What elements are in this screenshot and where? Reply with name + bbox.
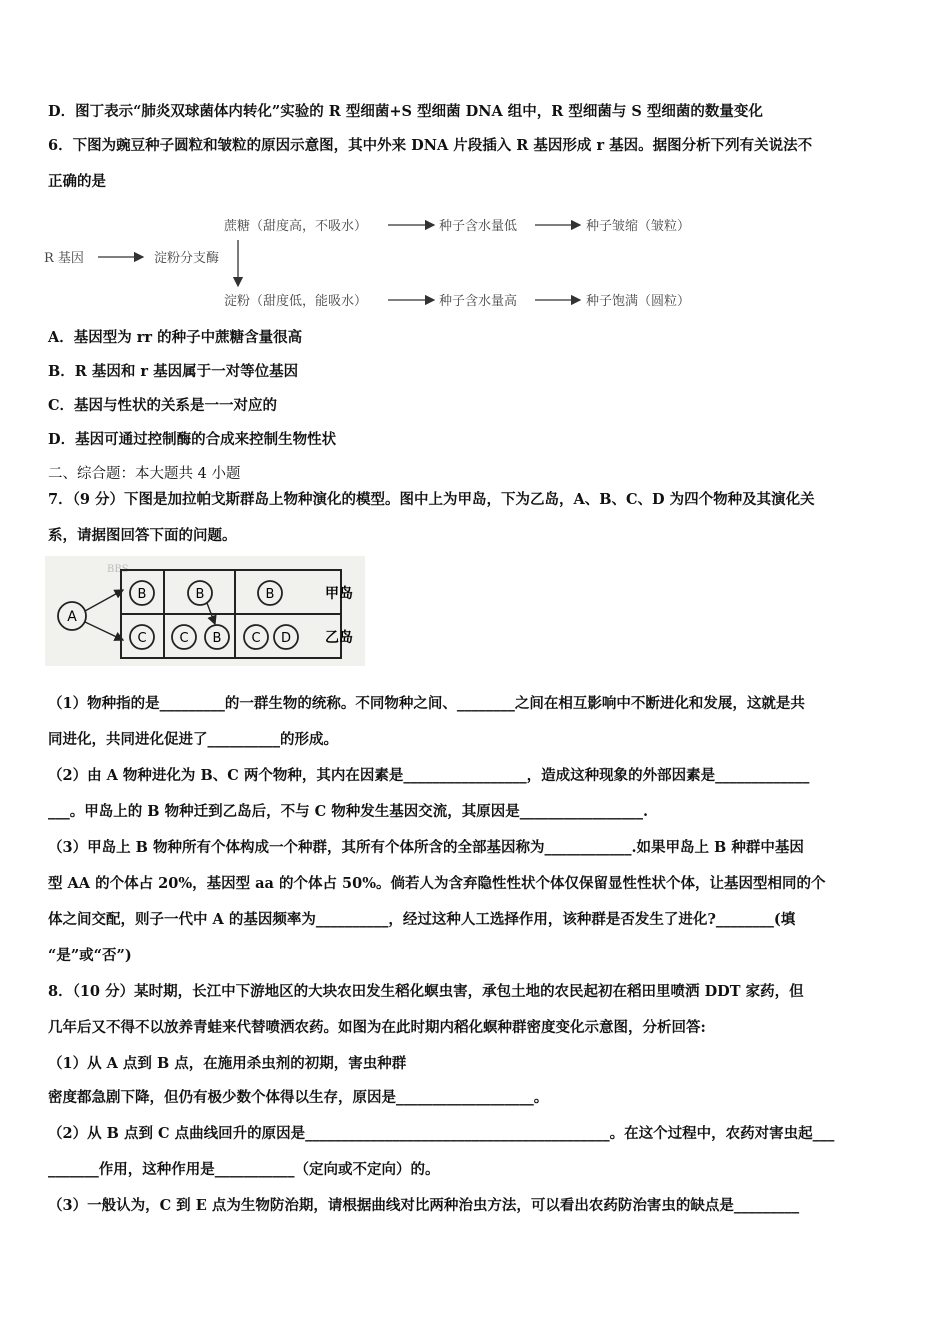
island-yi-label: 乙岛 bbox=[325, 630, 353, 646]
species-a-label: A bbox=[67, 609, 77, 625]
question-8-part-1: （1）从 A 点到 B 点，在施用杀虫剂的初期，害虫种群 bbox=[48, 1055, 407, 1072]
species-b-top-2: B bbox=[195, 587, 205, 602]
question-7-part-3: （3）甲岛上 B 物种所有个体构成一个种群，其所有个体所含的全部基因称为____________.如果甲岛上 B 种群中基因 bbox=[48, 839, 804, 856]
species-d-bottom: D bbox=[280, 631, 292, 646]
question-8-part-2-cont: _______作用，这种作用是___________（定向或不定向）的。 bbox=[48, 1161, 440, 1178]
r-gene-label: R 基因 bbox=[44, 251, 84, 266]
question-7-part-3-cont1: 型 AA 的个体占 20%，基因型 aa 的个体占 50%。倘若人为含弃隐性性状个体仅保留显性性状个体，让基因型相同的个 bbox=[48, 875, 826, 892]
option-b: B．R 基因和 r 基因属于一对等位基因 bbox=[48, 363, 299, 380]
pea-seed-diagram bbox=[40, 206, 720, 318]
section-heading: 二、综合题：本大题共 4 小题 bbox=[48, 466, 241, 482]
species-b-bottom: B bbox=[212, 631, 222, 646]
question-6-stem: 6．下图为豌豆种子圆粒和皱粒的原因示意图，其中外来 DNA 片段插入 R 基因形成 r 基因。据图分析下列有关说法不 bbox=[48, 137, 813, 154]
wrinkled-label: 种子皱缩（皱粒） bbox=[586, 219, 691, 234]
starch-label: 淀粉（甜度低，能吸水） bbox=[224, 294, 368, 309]
island-jia-label: 甲岛 bbox=[325, 586, 353, 602]
question-8-stem: 8．（10 分）某时期，长江中下游地区的大块农田发生稻化螟虫害，承包土地的农民起初在稻田里喷洒 DDT 家药，但 bbox=[48, 983, 804, 1000]
sucrose-label: 蔗糖（甜度高，不吸水） bbox=[224, 219, 368, 234]
enzyme-label: 淀粉分支酶 bbox=[154, 251, 220, 266]
species-c-bottom-2: C bbox=[179, 631, 189, 646]
low-water-label: 种子含水量低 bbox=[439, 219, 518, 234]
line-option-d-prev: D．图丁表示“肺炎双球菌体内转化”实验的 R 型细菌+S 型细菌 DNA 组中，R 型细菌与 S 型细菌的数量变化 bbox=[48, 103, 763, 120]
question-7-part-3-cont2: 体之间交配，则子一代中 A 的基因频率为__________，经过这种人工选择作用，该种群是否发生了进化?________(填 bbox=[48, 911, 796, 928]
question-7-part-3-cont3: “是”或“否”) bbox=[48, 947, 132, 964]
question-7-part-2-cont: ___。甲岛上的 B 物种迁到乙岛后，不与 C 物种发生基因交流，其原因是_________________. bbox=[48, 803, 649, 820]
species-c-bottom-3: C bbox=[251, 631, 261, 646]
option-a: A．基因型为 rr 的种子中蔗糖含量很高 bbox=[48, 329, 303, 346]
species-c-bottom-1: C bbox=[137, 631, 147, 646]
question-7-part-1-cont: 同进化，共同进化促进了__________的形成。 bbox=[48, 731, 338, 748]
question-8-part-2: （2）从 B 点到 C 点曲线回升的原因是__________________________________________。在这个过程中，农药对害虫起___ bbox=[48, 1125, 835, 1142]
island-species-diagram bbox=[45, 556, 365, 666]
question-7-stem-cont: 系，请据图回答下面的问题。 bbox=[48, 527, 237, 544]
species-b-top-1: B bbox=[137, 587, 147, 602]
question-7-part-2: （2）由 A 物种进化为 B、C 两个物种，其内在因素是_________________，造成这种现象的外部因素是_____________ bbox=[48, 767, 810, 784]
round-label: 种子饱满（圆粒） bbox=[586, 294, 691, 309]
question-8-part-3: （3）一般认为，C 到 E 点为生物防治期，请根据曲线对比两种治虫方法，可以看出农药防治害虫的缺点是_________ bbox=[48, 1197, 800, 1214]
question-8-part-1-cont: 密度都急剧下降，但仍有极少数个体得以生存，原因是___________________。 bbox=[48, 1089, 549, 1106]
question-6-stem-cont: 正确的是 bbox=[48, 173, 106, 190]
question-7-part-1: （1）物种指的是_________的一群生物的统称。不同物种之间、________之间在相互影响中不断进化和发展，这就是共 bbox=[48, 695, 805, 712]
high-water-label: 种子含水量高 bbox=[439, 294, 518, 309]
option-d: D．基因可通过控制酶的合成来控制生物性状 bbox=[48, 431, 337, 448]
watermark-text: BBS bbox=[107, 564, 129, 575]
option-c: C．基因与性状的关系是一一对应的 bbox=[48, 397, 278, 414]
question-7-stem: 7．（9 分）下图是加拉帕戈斯群岛上物种演化的模型。图中上为甲岛，下为乙岛，A、B、C、D 为四个物种及其演化关 bbox=[48, 491, 815, 508]
question-8-stem-cont: 几年后又不得不以放养青蛙来代替喷洒农药。如图为在此时期内稻化螟种群密度变化示意图，分析回答: bbox=[48, 1019, 706, 1036]
species-b-top-3: B bbox=[265, 587, 275, 602]
